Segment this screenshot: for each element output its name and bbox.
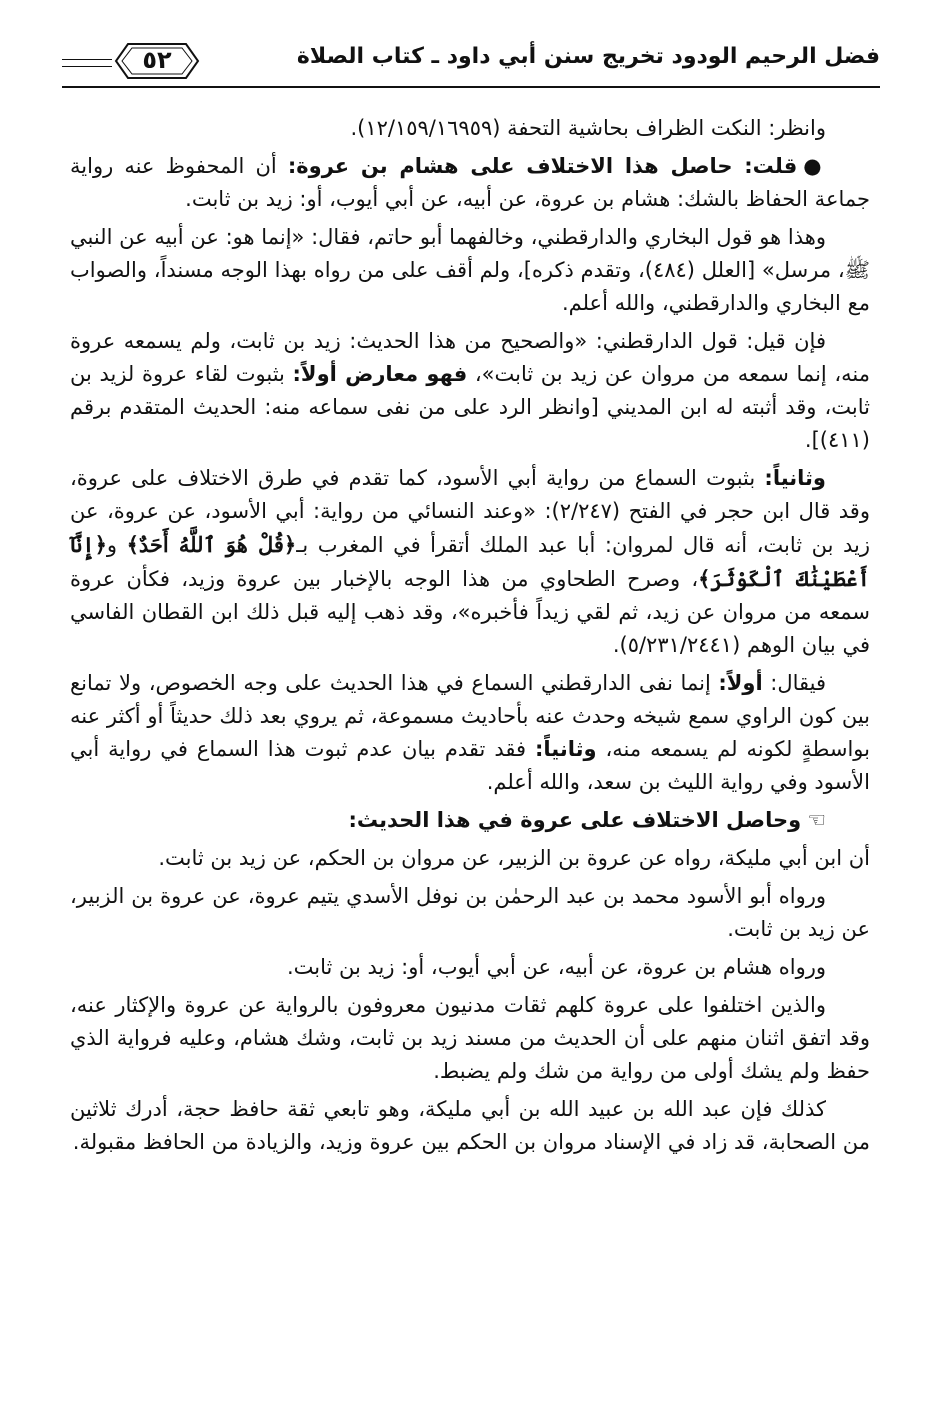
paragraph-text: إنما نفى الدارقطني السماع في هذا الحديث على وجه الخصوص، ولا تمانع بين كون الراوي سمع شيخه وحدث عنه بأحاديث مسموعة، ثم يروي بعد ذلك حديثاً أو أكثر عنه بواسطةٍ لكونه لم يسمعه منه، bbox=[70, 671, 870, 761]
paragraph-conclusion bbox=[70, 150, 870, 216]
paragraph-text: أن المحفوظ عنه رواية جماعة الحفاظ بالشك: هشام بن عروة، عن أبيه، عن أبي أيوب، أو: زيد بن ثابت. bbox=[70, 154, 870, 211]
page-number-badge bbox=[114, 40, 200, 82]
bullet-icon: ● bbox=[803, 154, 826, 178]
quran-verse: ﴿إِنَّآ أَعْطَيْنَٰكَ ٱلْكَوْثَرَ﴾ bbox=[70, 532, 870, 591]
paragraph-second-point bbox=[70, 462, 870, 662]
paragraph-text: أن ابن أبي مليكة، رواه عن عروة بن الزبير، عن مروان بن الحكم، عن زيد بن ثابت. bbox=[158, 846, 870, 870]
paragraph bbox=[70, 221, 870, 320]
paragraph-text: كذلك فإن عبد الله بن عبيد الله بن أبي مليكة، وهو تابعي ثقة حافظ حجة، أدرك ثلاثين من الصحابة، قد زاد في الإسناد مروان بن الحكم بين عروة وزيد، والزيادة من الحافظ مقبولة. bbox=[70, 1097, 870, 1154]
pointing-hand-icon: ☜ bbox=[807, 808, 826, 832]
paragraph-text: فقد تقدم بيان عدم ثبوت هذا السماع في رواية أبي الأسود وفي رواية الليث بن سعد، والله أعلم. bbox=[70, 737, 870, 794]
paragraph-text: بثبوت السماع من رواية أبي الأسود، كما تقدم في طرق الاختلاف على عروة، وقد قال ابن حجر في الفتح (٢/٢٤٧): «وعند النسائي من رواية: أبي الأسود، عن عروة، عن زيد بن ثابت، أنه قال لمروان: أبا عبد الملك أتقرأ في المغرب بـ bbox=[70, 466, 870, 557]
paragraph bbox=[70, 951, 870, 984]
paragraph bbox=[70, 1093, 870, 1159]
paragraph bbox=[70, 842, 870, 875]
paragraph-text: وهذا هو قول البخاري والدارقطني، وخالفهما أبو حاتم، فقال: «إنما هو: عن أبيه عن النبي ﷺ، مرسل» [العلل (٤٨٤)، وتقدم ذكره]، ولم أقف على من رواه بهذا الوجه مسنداً، والصواب مع البخاري والدارقطني، والله أعلم. bbox=[70, 225, 870, 315]
quran-verse: ﴿قُلْ هُوَ ٱللَّهُ أَحَدٌ﴾ bbox=[126, 532, 297, 557]
paragraph-bold: فهو معارض أولاً: bbox=[292, 362, 468, 386]
page-header bbox=[62, 40, 880, 90]
paragraph-text: ورواه أبو الأسود محمد بن عبد الرحمٰن بن نوفل الأسدي يتيم عروة، عن عروة بن الزبير، عن زيد بن ثابت. bbox=[70, 884, 870, 941]
running-title: فضل الرحيم الودود تخريج سنن أبي داود ـ كتاب الصلاة bbox=[296, 44, 880, 69]
paragraph-bold: أولاً: bbox=[718, 671, 763, 695]
paragraph-text: والذين اختلفوا على عروة كلهم ثقات مدنيون معروفون بالرواية عن عروة والإكثار عنه، وقد اتفق اثنان منهم على أن الحديث من مسند زيد بن ثابت، وشك هشام، وعليه فرواية الذي حفظ ولم يشك أولى من رواية من شك ولم يضبط. bbox=[70, 993, 870, 1083]
paragraph-lead: قلت: حاصل هذا الاختلاف على هشام بن عروة: bbox=[287, 154, 798, 178]
paragraph-bold: وثانياً: bbox=[534, 737, 597, 761]
header-dash-ornament bbox=[62, 59, 112, 67]
paragraph-objection bbox=[70, 325, 870, 457]
paragraph bbox=[70, 112, 870, 145]
paragraph-text: ورواه هشام بن عروة، عن أبيه، عن أبي أيوب، أو: زيد بن ثابت. bbox=[286, 955, 826, 979]
paragraph bbox=[70, 989, 870, 1088]
section-heading bbox=[70, 804, 870, 837]
paragraph-text: ، وصرح الطحاوي من هذا الوجه بالإخبار بين عروة وزيد، فكأن عروة سمعه من مروان عن زيد، ثم لقي زيداً فأخبره»، وقد ذهب إليه قبل ذلك ابن القطان الفاسي في بيان الوهم (٥/٢٣١/٢٤٤١). bbox=[70, 567, 870, 657]
paragraph bbox=[70, 880, 870, 946]
page-body bbox=[70, 112, 870, 1164]
paragraph-text: وانظر: النكت الظراف بحاشية التحفة (١٢/١٥٩/١٦٩٥٩). bbox=[350, 116, 826, 140]
paragraph-text: فإن قيل: قول الدارقطني: «والصحيح من هذا الحديث: زيد بن ثابت، ولم يسمعه عروة منه، إنما سمعه من مروان عن زيد بن ثابت»، bbox=[70, 329, 870, 386]
paragraph-text: و bbox=[106, 533, 127, 557]
paragraph-text: بثبوت لقاء عروة لزيد بن ثابت، وقد أثبته له ابن المديني [وانظر الرد على من نفى سماعه منه: الحديث المتقدم برقم (٤١١)]. bbox=[70, 362, 870, 452]
paragraph-text: فيقال: bbox=[762, 671, 826, 695]
page-number: ٥٢ bbox=[142, 46, 172, 74]
paragraph-reply bbox=[70, 667, 870, 799]
header-rule bbox=[62, 86, 880, 88]
paragraph-bold: وثانياً: bbox=[764, 466, 826, 490]
section-heading-text: وحاصل الاختلاف على عروة في هذا الحديث: bbox=[348, 808, 802, 832]
